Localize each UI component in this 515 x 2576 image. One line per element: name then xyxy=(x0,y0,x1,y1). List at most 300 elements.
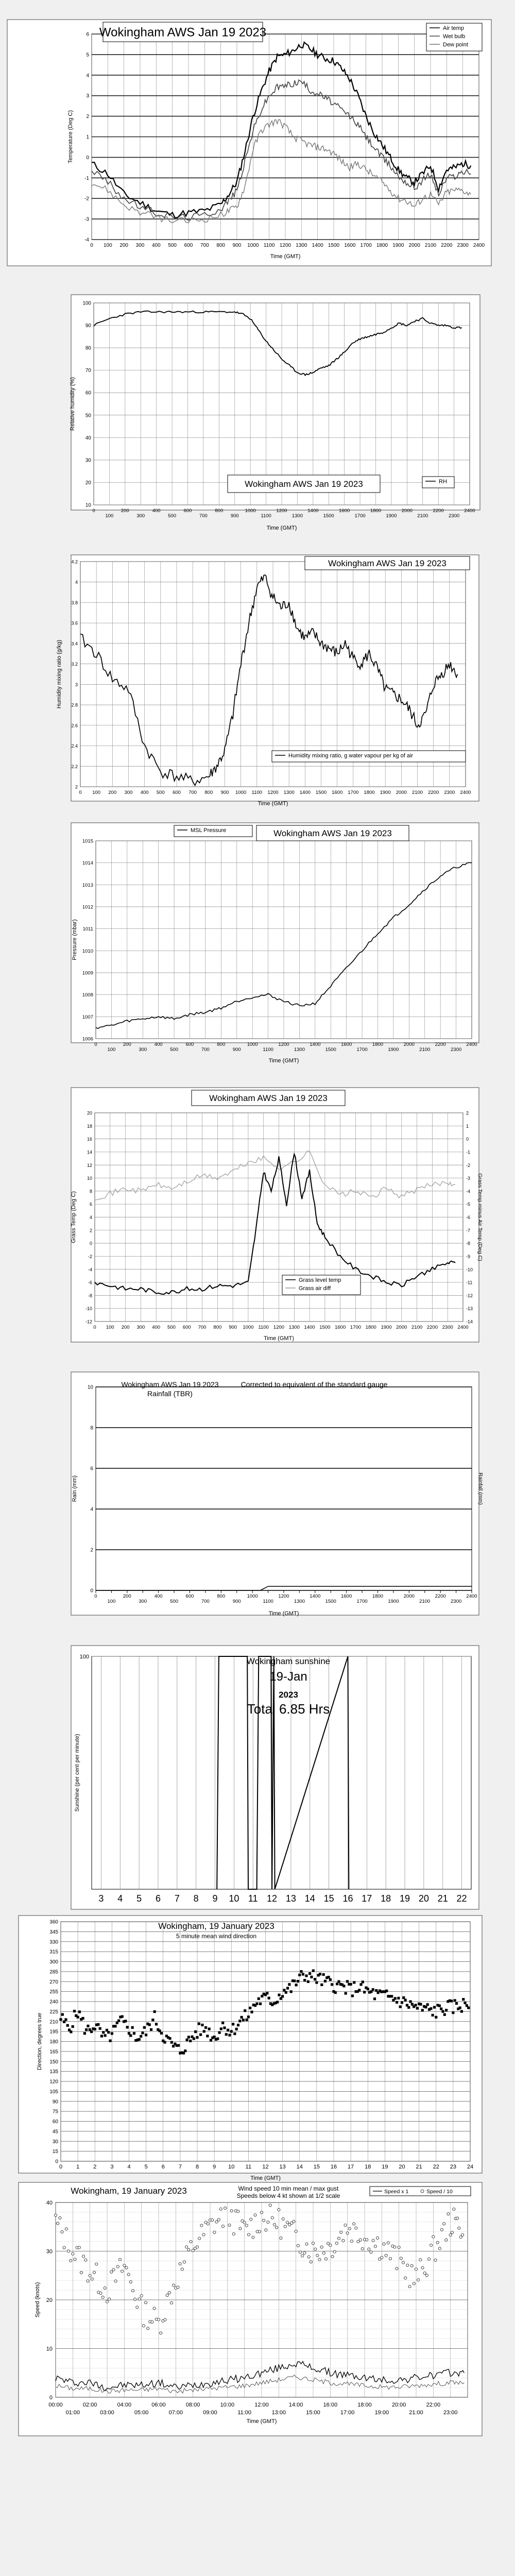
data-point xyxy=(97,2023,99,2026)
data-point-gust xyxy=(269,2204,271,2207)
data-point xyxy=(220,2027,222,2030)
data-point xyxy=(232,2023,234,2025)
x-tick-label: 2400 xyxy=(464,508,475,514)
x-tick-label: 700 xyxy=(201,1599,210,1604)
data-point xyxy=(218,2031,220,2034)
x-tick-label: 2300 xyxy=(449,513,460,519)
data-point xyxy=(435,2016,437,2019)
data-point xyxy=(322,1973,325,1976)
data-point-gust xyxy=(436,2241,439,2244)
y-tick-label: -3 xyxy=(84,216,89,223)
y-tick-label: 40 xyxy=(46,2200,53,2206)
y-tick-label: 10 xyxy=(46,2346,53,2352)
data-point xyxy=(312,1970,315,1972)
data-point-gust xyxy=(335,2242,338,2245)
data-point-gust xyxy=(276,2226,278,2229)
y-axis-label: Temperature (Deg C) xyxy=(67,110,74,164)
x-tick-label: 800 xyxy=(216,243,226,248)
data-point-gust xyxy=(168,2292,170,2294)
y-tick-label: 0 xyxy=(55,2159,58,2165)
x-tick-label: 0 xyxy=(79,790,82,795)
data-point-gust xyxy=(381,2256,383,2259)
legend-label: Air temp xyxy=(443,25,464,31)
data-point xyxy=(99,2027,101,2030)
x-tick-label: 600 xyxy=(184,243,193,248)
x-tick-label: 19 xyxy=(382,2164,388,2170)
x-tick-label: 1500 xyxy=(315,790,327,795)
data-point xyxy=(66,2024,69,2027)
x-tick-label: 300 xyxy=(139,1599,147,1604)
data-point-gust xyxy=(389,2257,391,2260)
y2-tick-label: -12 xyxy=(466,1293,473,1298)
x-tick-label: 100 xyxy=(106,1325,114,1330)
data-point-gust xyxy=(70,2259,72,2262)
x-tick-label: 400 xyxy=(151,243,161,248)
y2-tick-label: 0 xyxy=(466,1137,469,1142)
x-tick-label: 100 xyxy=(92,790,101,795)
x-tick-label: 1800 xyxy=(372,1594,384,1599)
data-point xyxy=(102,2031,105,2033)
data-point-gust xyxy=(376,2236,379,2239)
data-point xyxy=(345,1992,347,1994)
x-tick-label: 04:00 xyxy=(117,2402,132,2408)
y-axis-label: Direction, degrees true xyxy=(37,2012,43,2071)
x-tick-label: 1700 xyxy=(348,790,359,795)
y-tick-label: 1013 xyxy=(82,882,93,888)
x-tick-label: 900 xyxy=(230,513,239,519)
x-tick-label: 5 xyxy=(136,1893,142,1904)
data-point xyxy=(373,1997,376,2000)
data-point-gust xyxy=(196,2246,198,2248)
x-tick-label: 2300 xyxy=(457,243,469,248)
data-point xyxy=(350,1983,352,1986)
data-point-gust xyxy=(322,2252,325,2255)
x-tick-label: 200 xyxy=(123,1042,131,1047)
x-tick-label: 2200 xyxy=(426,1325,438,1330)
data-point-gust xyxy=(400,2257,402,2260)
data-point-gust xyxy=(301,2255,304,2257)
x-tick-label: 2200 xyxy=(428,790,439,795)
data-point xyxy=(228,2034,231,2037)
data-point xyxy=(143,2026,146,2029)
y-tick-label: 100 xyxy=(82,300,91,307)
data-point-gust xyxy=(57,2222,59,2225)
data-point-gust xyxy=(359,2239,362,2241)
x-tick-label: 23:00 xyxy=(443,2410,458,2416)
data-point xyxy=(303,1979,306,1981)
data-point-gust xyxy=(164,2318,166,2321)
x-tick-label: 400 xyxy=(152,1325,161,1330)
y-tick-label: 240 xyxy=(49,1999,58,2005)
x-tick-label: 400 xyxy=(154,1594,163,1599)
data-point xyxy=(445,2009,448,2011)
y2-axis-label: Grass Temp minus Air Temp (Deg C) xyxy=(477,1173,483,1261)
y-tick-label: 360 xyxy=(49,1919,58,1925)
y2-tick-label: -7 xyxy=(466,1228,471,1233)
x-axis-label: Time (GMT) xyxy=(246,2418,277,2425)
x-tick-label: 200 xyxy=(119,243,129,248)
x-tick-label: 00:00 xyxy=(48,2402,63,2408)
x-tick-label: 300 xyxy=(124,790,133,795)
y-axis-label: Speed (knots) xyxy=(35,2282,41,2318)
data-point-gust xyxy=(78,2246,80,2249)
data-point-gust xyxy=(219,2208,222,2210)
data-point-gust xyxy=(80,2271,82,2274)
legend-label: Speed x 1 xyxy=(384,2189,409,2195)
data-point-gust xyxy=(307,2256,310,2258)
y-tick-label: 2.8 xyxy=(71,702,78,708)
legend-label: Humidity mixing ratio, g water vapour per kg of air xyxy=(288,753,414,759)
y-tick-label: 6 xyxy=(89,1201,92,1207)
data-point-gust xyxy=(413,2282,415,2285)
x-tick-label: 19:00 xyxy=(374,2410,389,2416)
y-axis-label: Rain (mm) xyxy=(72,1475,78,1502)
data-point xyxy=(145,2033,147,2036)
y-tick-label: -10 xyxy=(85,1306,92,1312)
data-point-gust xyxy=(252,2236,254,2239)
data-point-gust xyxy=(353,2223,355,2225)
x-tick-label: 1100 xyxy=(263,1599,273,1604)
data-point xyxy=(258,1997,260,2000)
y-axis-label: Pressure (mbar) xyxy=(72,919,78,960)
y-tick-label: 2 xyxy=(90,1547,93,1553)
x-tick-label: 400 xyxy=(152,508,161,514)
x-tick-label: 1600 xyxy=(344,243,356,248)
x-tick-label: 17 xyxy=(348,2164,354,2170)
data-point xyxy=(208,2028,211,2030)
y-tick-label: 300 xyxy=(49,1959,58,1965)
data-point xyxy=(319,1973,321,1975)
data-point xyxy=(172,2045,175,2047)
x-tick-label: 20 xyxy=(399,2164,405,2170)
x-tick-label: 900 xyxy=(232,243,242,248)
data-point xyxy=(324,1980,327,1982)
chart-title: Wokingham AWS Jan 19 2023 xyxy=(273,828,392,838)
data-point-gust xyxy=(106,2300,108,2303)
data-point-gust xyxy=(254,2214,256,2216)
data-point xyxy=(430,2007,432,2010)
data-point xyxy=(281,1995,284,1997)
data-point-gust xyxy=(112,2268,115,2271)
data-point-gust xyxy=(74,2258,76,2261)
y-tick-label: 80 xyxy=(85,345,91,351)
data-point xyxy=(111,2032,113,2035)
data-point xyxy=(250,2011,253,2013)
data-point xyxy=(285,1991,287,1994)
y-tick-label: 1009 xyxy=(82,970,93,976)
y-tick-label: -12 xyxy=(85,1319,92,1325)
y-tick-label: -4 xyxy=(88,1267,92,1273)
x-tick-label: 500 xyxy=(156,790,165,795)
data-point-gust xyxy=(232,2233,235,2235)
data-point xyxy=(177,2044,180,2047)
data-point xyxy=(227,2029,229,2031)
data-point xyxy=(363,1991,366,1993)
y-tick-label: 4 xyxy=(75,580,78,585)
y-tick-label: 1012 xyxy=(82,904,93,910)
x-tick-label: 08:00 xyxy=(185,2402,200,2408)
data-point-gust xyxy=(245,2224,248,2227)
data-point xyxy=(302,1973,304,1975)
data-point-gust xyxy=(310,2261,312,2263)
x-tick-label: 300 xyxy=(139,1047,147,1053)
x-tick-label: 03:00 xyxy=(100,2410,114,2416)
y-tick-label: 5 xyxy=(86,52,89,58)
data-point xyxy=(242,2019,245,2021)
data-point-gust xyxy=(387,2242,389,2244)
chart-subtitle: 19-Jan xyxy=(269,1670,307,1684)
y-tick-label: 1010 xyxy=(82,948,93,954)
data-point-gust xyxy=(344,2224,347,2226)
data-point xyxy=(320,1984,323,1986)
y-tick-label: 8 xyxy=(90,1425,93,1431)
data-point xyxy=(204,2026,207,2029)
x-tick-label: 1300 xyxy=(294,1599,305,1604)
x-tick-label: 1500 xyxy=(319,1325,331,1330)
data-point xyxy=(233,2032,236,2035)
x-tick-label: 2400 xyxy=(457,1325,469,1330)
data-point xyxy=(443,2013,446,2016)
data-point xyxy=(402,1996,405,1999)
data-point xyxy=(133,2032,135,2035)
x-tick-label: 1400 xyxy=(312,243,323,248)
x-tick-label: 1800 xyxy=(376,243,388,248)
data-point xyxy=(131,2026,134,2029)
data-point-gust xyxy=(303,2251,306,2254)
x-tick-label: 10 xyxy=(228,2164,235,2170)
data-point-gust xyxy=(425,2274,428,2277)
data-point-gust xyxy=(430,2244,433,2246)
y-tick-label: 2.4 xyxy=(71,743,78,749)
data-point-gust xyxy=(427,2258,430,2260)
y-tick-label: 12 xyxy=(87,1162,92,1168)
data-point-gust xyxy=(166,2294,168,2297)
data-point-gust xyxy=(423,2272,426,2274)
y-tick-label: 315 xyxy=(49,1949,58,1955)
data-point xyxy=(359,1983,362,1986)
data-point-gust xyxy=(461,2233,464,2236)
data-point-gust xyxy=(398,2246,400,2248)
data-point xyxy=(129,2034,132,2037)
y-tick-label: 2.6 xyxy=(71,723,78,728)
x-tick-label: 800 xyxy=(217,1042,226,1047)
x-tick-label: 5 xyxy=(144,2164,148,2170)
x-tick-label: 7 xyxy=(174,1893,180,1904)
chart-title: Wokingham AWS Jan 19 2023 xyxy=(121,1380,219,1388)
x-tick-label: 700 xyxy=(199,513,208,519)
data-point xyxy=(396,2001,398,2004)
x-tick-label: 800 xyxy=(213,1325,222,1330)
data-point xyxy=(397,1997,400,1999)
data-point xyxy=(61,2013,64,2016)
y-tick-label: 18 xyxy=(87,1123,92,1129)
data-point xyxy=(409,2000,411,2003)
data-point-gust xyxy=(72,2252,74,2255)
x-tick-label: 1300 xyxy=(296,243,307,248)
y-tick-label: 3.6 xyxy=(71,620,78,626)
chart-subtitle: Rainfall (TBR) xyxy=(147,1389,193,1398)
data-point xyxy=(160,2032,163,2035)
x-tick-label: 14 xyxy=(296,2164,303,2170)
x-tick-label: 1900 xyxy=(388,1599,399,1604)
x-tick-label: 2100 xyxy=(411,1325,423,1330)
data-point-gust xyxy=(134,2298,136,2300)
data-point xyxy=(223,2026,226,2029)
y-tick-label: 150 xyxy=(49,2059,58,2065)
y-tick-label: 50 xyxy=(85,413,91,419)
data-point xyxy=(293,1979,296,1982)
x-tick-label: 300 xyxy=(136,1325,145,1330)
data-point xyxy=(351,1994,354,1997)
legend-label: Dew point xyxy=(443,42,468,48)
y2-tick-label: -11 xyxy=(466,1280,473,1285)
x-tick-label: 1300 xyxy=(283,790,295,795)
x-tick-label: 14:00 xyxy=(288,2402,303,2408)
x-tick-label: 1400 xyxy=(310,1594,321,1599)
data-point-gust xyxy=(84,2259,87,2261)
data-point xyxy=(336,1982,338,1985)
data-point-gust xyxy=(67,2250,70,2252)
data-point xyxy=(416,2007,419,2009)
data-point-gust xyxy=(61,2231,63,2233)
data-point xyxy=(314,1978,316,1980)
x-axis-label: Time (GMT) xyxy=(264,1335,294,1342)
y-tick-label: 4 xyxy=(90,1506,93,1513)
data-point xyxy=(307,1980,310,1983)
x-tick-label: 1200 xyxy=(276,508,287,514)
x-tick-label: 1900 xyxy=(380,790,391,795)
y-tick-label: 4.2 xyxy=(71,559,78,565)
data-point-gust xyxy=(284,2225,286,2228)
y-tick-label: 225 xyxy=(49,2009,58,2015)
x-tick-label: 2000 xyxy=(396,1325,407,1330)
x-tick-label: 500 xyxy=(167,1325,176,1330)
data-point-gust xyxy=(95,2263,98,2265)
y-tick-label: 6 xyxy=(86,31,89,38)
data-point xyxy=(331,1983,333,1986)
x-tick-label: 600 xyxy=(182,1325,191,1330)
x-tick-label: 800 xyxy=(217,1594,226,1599)
chart-title: Wokingham AWS Jan 19 2023 xyxy=(99,25,267,40)
data-point-gust xyxy=(368,2248,370,2250)
x-tick-label: 15 xyxy=(313,2164,320,2170)
data-point-gust xyxy=(123,2264,126,2267)
y-tick-label: 16 xyxy=(87,1137,92,1142)
data-point-gust xyxy=(408,2285,411,2288)
y2-tick-label: -5 xyxy=(466,1201,471,1207)
data-point-gust xyxy=(273,2223,276,2226)
data-point-gust xyxy=(340,2231,342,2233)
x-tick-label: 18:00 xyxy=(357,2402,372,2408)
data-point xyxy=(225,2033,228,2036)
y-tick-label: -4 xyxy=(84,237,89,243)
x-tick-label: 12 xyxy=(267,1893,278,1904)
x-tick-label: 2200 xyxy=(433,508,444,514)
x-tick-label: 1000 xyxy=(245,508,256,514)
chart-title: Wokingham AWS Jan 19 2023 xyxy=(328,558,447,568)
data-point-gust xyxy=(297,2244,299,2247)
data-point xyxy=(329,1978,332,1981)
x-tick-label: 2300 xyxy=(451,1599,462,1604)
x-tick-label: 2400 xyxy=(473,243,485,248)
data-point xyxy=(407,2006,410,2009)
chart-panel-sunshine xyxy=(71,1646,479,1909)
data-point xyxy=(117,2020,120,2022)
x-tick-label: 100 xyxy=(103,243,112,248)
y-tick-label: 1008 xyxy=(82,992,93,998)
x-tick-label: 14 xyxy=(304,1893,315,1904)
x-tick-label: 2400 xyxy=(466,1594,477,1599)
y-tick-label: 75 xyxy=(52,2109,58,2115)
data-point xyxy=(362,1980,364,1983)
data-point xyxy=(441,2010,444,2013)
data-point xyxy=(452,2011,454,2014)
data-point xyxy=(198,2022,200,2025)
x-tick-label: 2100 xyxy=(419,1599,431,1604)
y-axis-label: Grass Temp (Deg C) xyxy=(71,1191,77,1243)
data-point-gust xyxy=(260,2211,263,2214)
data-point xyxy=(424,2006,427,2008)
data-point-gust xyxy=(415,2268,417,2270)
x-tick-label: 1600 xyxy=(339,508,350,514)
x-tick-label: 11 xyxy=(245,2164,252,2170)
data-point xyxy=(286,1987,289,1989)
data-point-gust xyxy=(265,2229,267,2231)
x-axis-label: Time (GMT) xyxy=(268,1611,299,1617)
x-tick-label: 8 xyxy=(195,2164,199,2170)
chart-panel-mixing-ratio xyxy=(56,555,479,807)
data-point-gust xyxy=(312,2242,314,2245)
data-point xyxy=(404,1999,407,2002)
data-point-gust xyxy=(217,2218,220,2221)
y-tick-label: 30 xyxy=(85,457,91,464)
data-point-gust xyxy=(419,2259,422,2261)
x-tick-label: 7 xyxy=(178,2164,182,2170)
x-tick-label: 24 xyxy=(467,2164,474,2170)
x-tick-label: 1000 xyxy=(247,243,259,248)
x-tick-label: 300 xyxy=(135,243,145,248)
chart-annotation: Corrected to equivalent of the standard gauge xyxy=(241,1380,388,1388)
x-tick-label: 1500 xyxy=(325,1047,336,1053)
data-point-gust xyxy=(316,2254,319,2257)
x-tick-label: 1700 xyxy=(360,243,372,248)
x-tick-label: 1900 xyxy=(386,513,397,519)
data-point xyxy=(114,2025,116,2027)
y-tick-label: 345 xyxy=(49,1929,58,1935)
data-point xyxy=(216,2038,219,2040)
x-tick-label: 1000 xyxy=(247,1594,258,1599)
x-tick-label: 17 xyxy=(362,1893,372,1904)
y-tick-label: 0 xyxy=(90,1588,93,1594)
x-tick-label: 22:00 xyxy=(426,2402,441,2408)
chart-title: Wokingham AWS Jan 19 2023 xyxy=(209,1093,328,1103)
x-axis-label: Time (GMT) xyxy=(266,525,297,531)
x-tick-label: 2200 xyxy=(435,1594,446,1599)
data-point-gust xyxy=(185,2246,188,2248)
x-tick-label: 4 xyxy=(117,1893,123,1904)
data-point xyxy=(295,1984,298,1986)
x-tick-label: 1600 xyxy=(341,1042,352,1047)
y-tick-label: 195 xyxy=(49,2029,58,2035)
data-point xyxy=(268,1997,270,1999)
data-point xyxy=(85,2028,88,2031)
y-tick-label: 90 xyxy=(52,2099,58,2105)
x-tick-label: 0 xyxy=(94,1594,97,1599)
y-tick-label: 6 xyxy=(90,1466,93,1472)
x-tick-label: 2100 xyxy=(424,243,437,248)
x-tick-label: 400 xyxy=(140,790,149,795)
x-tick-label: 800 xyxy=(215,508,224,514)
